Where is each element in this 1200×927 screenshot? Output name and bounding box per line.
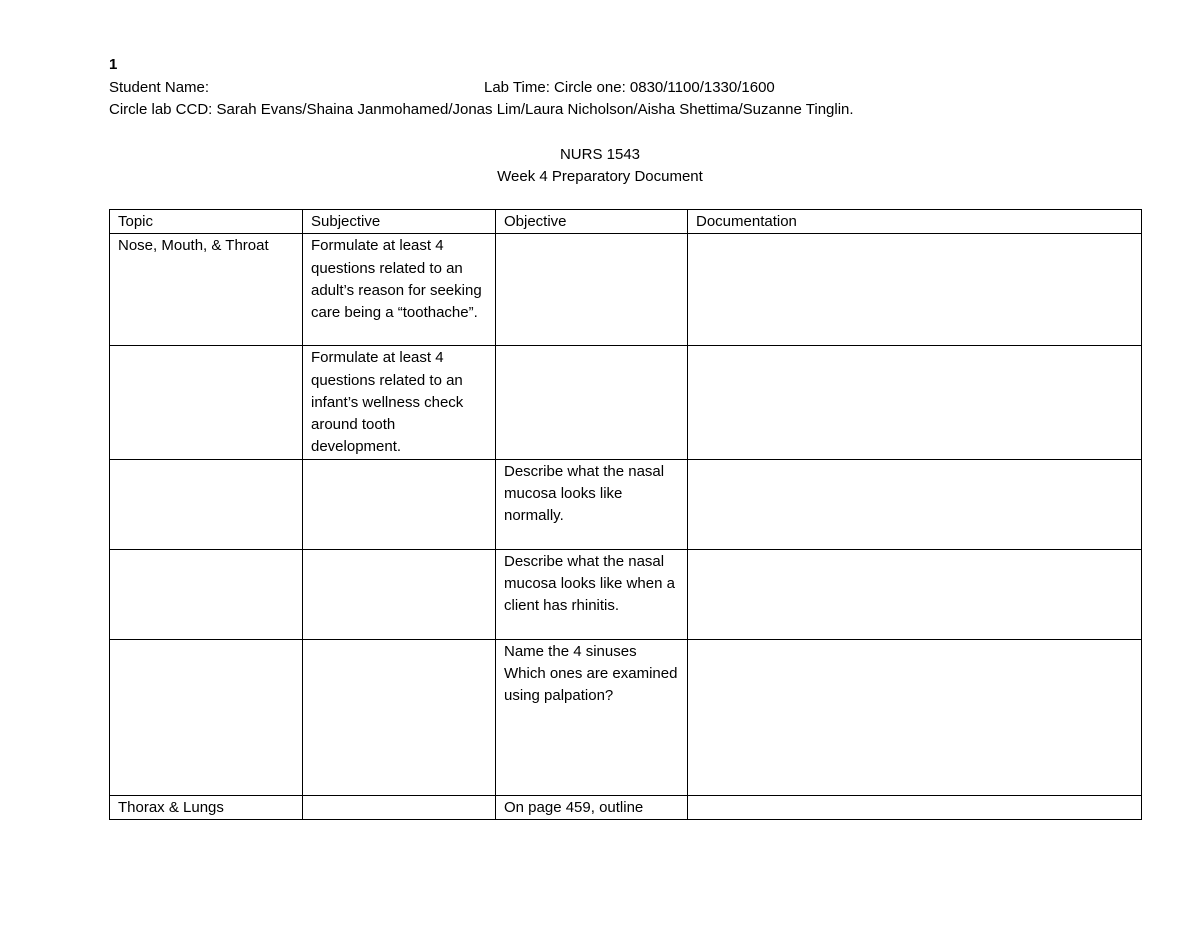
cell-objective[interactable]: [496, 346, 688, 459]
cell-subjective[interactable]: [303, 795, 496, 819]
cell-documentation[interactable]: [688, 234, 1142, 346]
lab-ccd-label: Circle lab CCD: Sarah Evans/Shaina Janmohamed/Jonas Lim/Laura Nicholson/Aisha Shettima/Suzanne Tinglin.: [109, 101, 854, 118]
header-topic: Topic: [110, 210, 303, 234]
preparatory-table: [109, 209, 1142, 820]
cell-documentation[interactable]: [688, 346, 1142, 459]
cell-topic: [110, 459, 303, 549]
cell-objective: On page 459, outline: [496, 795, 688, 819]
cell-topic: Thorax & Lungs: [110, 795, 303, 819]
cell-documentation[interactable]: [688, 459, 1142, 549]
header-subjective: Subjective: [303, 210, 496, 234]
cell-objective: Describe what the nasal mucosa looks like when a client has rhinitis.: [496, 549, 688, 639]
header-objective: Objective: [496, 210, 688, 234]
page-number: 1: [109, 56, 118, 73]
cell-topic: [110, 346, 303, 459]
cell-topic: [110, 639, 303, 795]
cell-subjective: Formulate at least 4 questions related to an infant’s wellness check around tooth development.: [303, 346, 496, 459]
cell-subjective[interactable]: [303, 549, 496, 639]
student-name-label: Student Name:: [109, 79, 210, 96]
cell-objective: Name the 4 sinuses Which ones are examined using palpation?: [496, 639, 688, 795]
cell-subjective[interactable]: [303, 639, 496, 795]
table-row: [110, 346, 1142, 459]
table-row: [110, 549, 1142, 639]
lab-time-label: Lab Time: Circle one: 0830/1100/1330/1600: [484, 79, 775, 96]
cell-documentation[interactable]: [688, 549, 1142, 639]
table-row: [110, 639, 1142, 795]
document-title: Week 4 Preparatory Document: [497, 168, 703, 185]
cell-subjective[interactable]: [303, 459, 496, 549]
cell-objective: Describe what the nasal mucosa looks like normally.: [496, 459, 688, 549]
table-header-row: [110, 210, 1142, 234]
table-row: [110, 795, 1142, 819]
cell-subjective: Formulate at least 4 questions related to an adult’s reason for seeking care being a “toothache”.: [303, 234, 496, 346]
cell-documentation[interactable]: [688, 795, 1142, 819]
course-code: NURS 1543: [559, 146, 641, 163]
table-row: [110, 234, 1142, 346]
header-documentation: Documentation: [688, 210, 1142, 234]
table-row: [110, 459, 1142, 549]
cell-documentation[interactable]: [688, 639, 1142, 795]
cell-topic: Nose, Mouth, & Throat: [110, 234, 303, 346]
cell-objective[interactable]: [496, 234, 688, 346]
cell-topic: [110, 549, 303, 639]
